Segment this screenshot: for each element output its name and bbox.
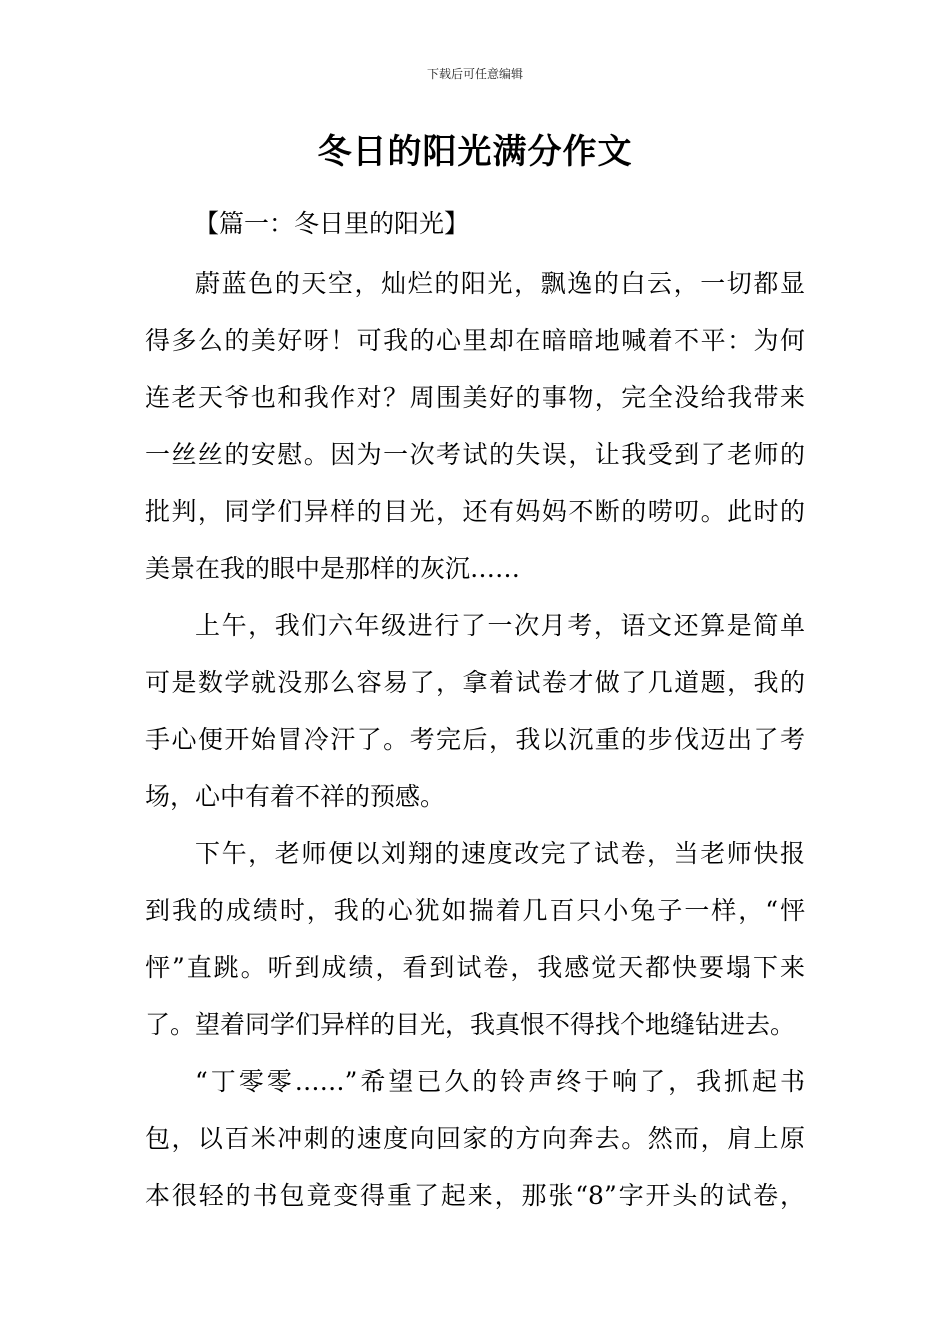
paragraph-line: 得多么的美好呀！可我的心里却在暗暗地喊着不平：为何 [145,326,805,355]
paragraph-line: 包，以百米冲刺的速度向回家的方向奔去。然而，肩上原 [145,1124,805,1153]
paragraph-line: 了。望着同学们异样的目光，我真恨不得找个地缝钻进去。 [145,1010,796,1039]
paragraph-2 [145,597,805,825]
header-note: 下载后可任意编辑 [426,67,523,81]
essay-title: 冬日的阳光满分作文 [317,132,633,172]
paragraph-line: 场，心中有着不祥的预感。 [145,782,446,811]
paragraph-line: 可是数学就没那么容易了，拿着试卷才做了几道题，我的 [145,668,805,697]
paragraph-line: 批判，同学们异样的目光，还有妈妈不断的唠叨。此时的 [145,497,805,526]
paragraph-line: 美景在我的眼中是那样的灰沉…… [145,554,521,583]
paragraph-line: 上午，我们六年级进行了一次月考，语文还算是简单 [195,611,805,640]
paragraph-line: 本很轻的书包竟变得重了起来，那张“8”字开头的试卷， [145,1181,805,1210]
paragraph-line: “丁零零……”希望已久的铃声终于响了，我抓起书 [195,1067,805,1096]
essay-body [145,255,805,1224]
paragraph-3 [145,825,805,1053]
paragraph-line: 蔚蓝色的天空，灿烂的阳光，飘逸的白云，一切都显 [195,269,805,298]
paragraph-line: 到我的成绩时，我的心犹如揣着几百只小兔子一样，“怦 [145,896,805,925]
paragraph-4 [145,1053,805,1224]
paragraph-line: 下午，老师便以刘翔的速度改完了试卷，当老师快报 [195,839,805,868]
paragraph-1 [145,255,805,597]
section-heading: 【篇一：冬日里的阳光】 [194,209,470,238]
paragraph-line: 手心便开始冒冷汗了。考完后，我以沉重的步伐迈出了考 [145,725,805,754]
paragraph-line: 连老天爷也和我作对？周围美好的事物，完全没给我带来 [145,383,805,412]
paragraph-line: 一丝丝的安慰。因为一次考试的失误，让我受到了老师的 [145,440,805,469]
paragraph-line: 怦”直跳。听到成绩，看到试卷，我感觉天都快要塌下来 [145,953,805,982]
